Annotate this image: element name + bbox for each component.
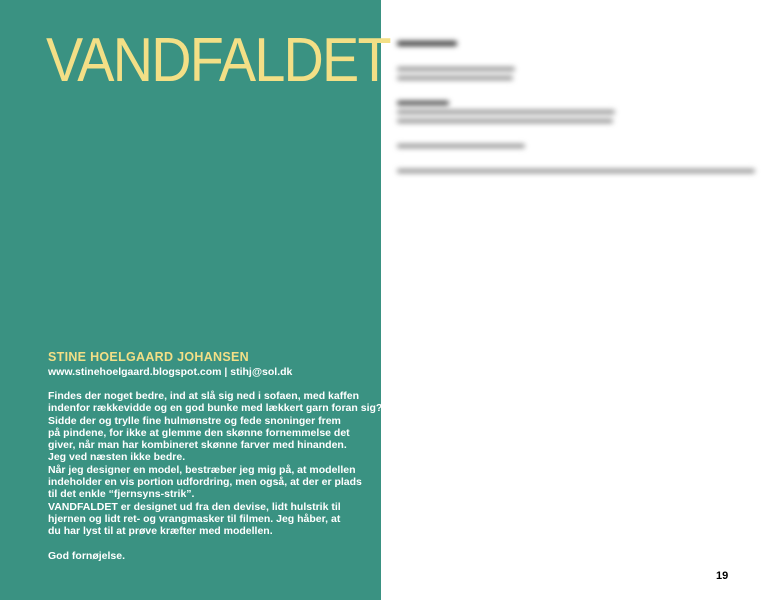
- blur-gap: [397, 51, 767, 62]
- blurred-text: [397, 41, 457, 46]
- page-number: 19: [716, 570, 729, 582]
- body-line: hjernen og lidt ret- og vrangmasker til filmen. Jeg håber, at: [48, 512, 341, 525]
- blurred-text: [397, 144, 525, 148]
- body-line: på pindene, for ikke at glemme den skønne fornemmelse det: [48, 426, 350, 439]
- body-line: Når jeg designer en model, bestræber jeg mig på, at modellen: [48, 463, 356, 476]
- body-line: indenfor rækkevidde og en god bunke med lækkert garn foran sig?: [48, 402, 383, 415]
- body-line: Sidde der og trylle fine hulmønstre og fede snoninger frem: [48, 414, 341, 427]
- blurred-pattern-details: [397, 36, 767, 178]
- body-line: til det enkle “fjernsyns-strik”.: [48, 488, 195, 501]
- body-line: du har lyst til at prøve kræfter med modellen.: [48, 525, 273, 538]
- paragraph-gap: [48, 538, 373, 550]
- designer-description: [48, 390, 383, 562]
- designer-contact: www.stinehoelgaard.blogspot.com | stihj@sol.dk: [48, 366, 293, 378]
- body-line: VANDFALDET er designet ud fra den devise, lidt hulstrik til: [48, 500, 341, 513]
- blurred-text: [397, 101, 449, 106]
- blurred-text: [397, 119, 613, 123]
- body-line: giver, når man har kombineret skønne farver med hinanden.: [48, 439, 347, 452]
- body-line: Findes der noget bedre, ind at slå sig ned i sofaen, med kaffen: [48, 390, 359, 402]
- blur-gap: [397, 85, 767, 96]
- blurred-text: [397, 76, 513, 80]
- page-title: VANDFALDET: [46, 26, 390, 95]
- blurred-text: [397, 110, 615, 114]
- designer-name: STINE HOELGAARD JOHANSEN: [48, 350, 249, 364]
- blurred-text: [397, 67, 515, 71]
- blurred-text: [397, 169, 755, 173]
- blur-gap: [397, 128, 767, 139]
- body-line: Jeg ved næsten ikke bedre.: [48, 451, 186, 464]
- body-line: indeholder en vis portion udfordring, men også, at der er plads: [48, 476, 362, 489]
- blur-gap: [397, 153, 767, 164]
- closing-line: God fornøjelse.: [48, 549, 126, 562]
